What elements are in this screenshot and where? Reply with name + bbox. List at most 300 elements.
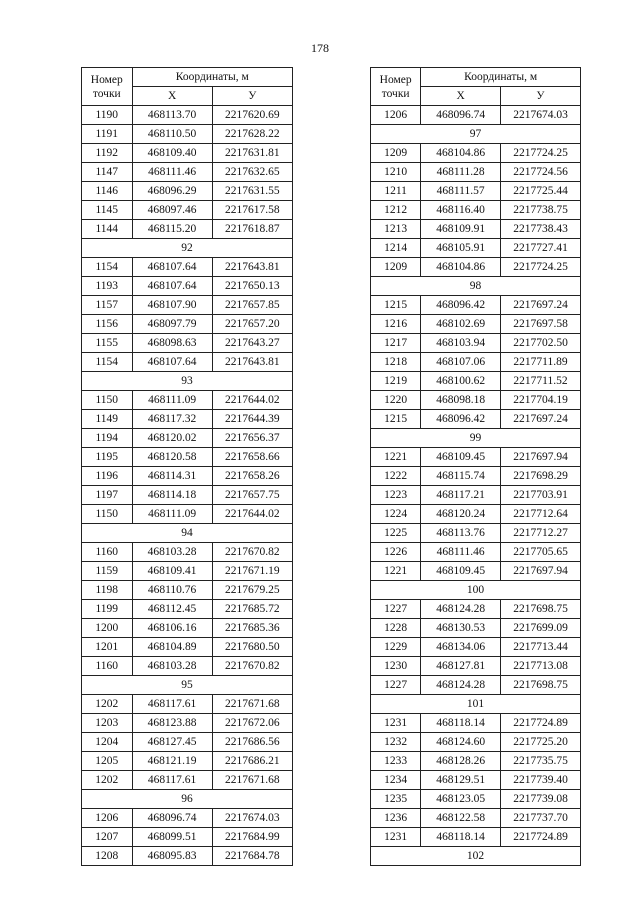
x-coordinate-cell: 468107.64 [132,258,212,277]
x-coordinate-cell: 468105.91 [421,239,501,258]
point-number-cell: 1191 [82,125,133,144]
table-row [82,334,293,353]
table-row [371,372,581,391]
y-coordinate-cell: 2217737.70 [501,809,581,828]
x-coordinate-cell: 468107.64 [132,277,212,296]
y-coordinate-cell: 2217724.56 [501,163,581,182]
x-coordinate-cell: 468104.86 [421,144,501,163]
group-row [82,676,293,695]
y-coordinate-cell: 2217670.82 [212,657,292,676]
y-coordinate-cell: 2217712.64 [501,505,581,524]
table-row [82,163,293,182]
point-number-cell: 1202 [82,771,133,790]
x-coordinate-cell: 468106.16 [132,619,212,638]
point-number-cell: 1200 [82,619,133,638]
group-number: 98 [371,277,581,296]
point-number-cell: 1209 [371,144,421,163]
y-coordinate-cell: 2217644.02 [212,505,292,524]
y-coordinate-cell: 2217738.43 [501,220,581,239]
point-number-cell: 1201 [82,638,133,657]
group-row [371,581,581,600]
header-x: X [132,87,212,106]
y-coordinate-cell: 2217713.44 [501,638,581,657]
point-number-cell: 1225 [371,524,421,543]
y-coordinate-cell: 2217658.26 [212,467,292,486]
table-row [371,448,581,467]
point-number-cell: 1146 [82,182,133,201]
table-row [82,182,293,201]
table-row [371,467,581,486]
x-coordinate-cell: 468099.51 [132,828,212,847]
y-coordinate-cell: 2217644.39 [212,410,292,429]
point-number-cell: 1223 [371,486,421,505]
y-coordinate-cell: 2217685.72 [212,600,292,619]
group-number: 101 [371,695,581,714]
y-coordinate-cell: 2217735.75 [501,752,581,771]
x-coordinate-cell: 468103.28 [132,657,212,676]
y-coordinate-cell: 2217724.89 [501,714,581,733]
header-coordinates: Координаты, м [421,68,581,87]
point-number-cell: 1208 [82,847,133,866]
y-coordinate-cell: 2217632.65 [212,163,292,182]
point-number-cell: 1230 [371,657,421,676]
y-coordinate-cell: 2217738.75 [501,201,581,220]
table-row [371,239,581,258]
table-row [371,600,581,619]
x-coordinate-cell: 468117.61 [132,771,212,790]
x-coordinate-cell: 468129.51 [421,771,501,790]
table-row [82,771,293,790]
point-number-cell: 1236 [371,809,421,828]
group-row [371,429,581,448]
group-number: 93 [82,372,293,391]
x-coordinate-cell: 468127.81 [421,657,501,676]
point-number-cell: 1203 [82,714,133,733]
point-number-cell: 1231 [371,714,421,733]
table-row [82,733,293,752]
group-number: 94 [82,524,293,543]
group-row [82,239,293,258]
x-coordinate-cell: 468120.58 [132,448,212,467]
point-number-cell: 1193 [82,277,133,296]
table-row [82,201,293,220]
x-coordinate-cell: 468115.74 [421,467,501,486]
y-coordinate-cell: 2217703.91 [501,486,581,505]
x-coordinate-cell: 468111.46 [132,163,212,182]
table-row [371,486,581,505]
table-row [82,220,293,239]
point-number-cell: 1212 [371,201,421,220]
y-coordinate-cell: 2217618.87 [212,220,292,239]
point-number-cell: 1199 [82,600,133,619]
group-row [82,372,293,391]
table-row [82,391,293,410]
header-point-number [82,68,133,106]
x-coordinate-cell: 468124.28 [421,600,501,619]
x-coordinate-cell: 468120.02 [132,429,212,448]
x-coordinate-cell: 468102.69 [421,315,501,334]
table-row [371,809,581,828]
x-coordinate-cell: 468097.46 [132,201,212,220]
x-coordinate-cell: 468097.79 [132,315,212,334]
x-coordinate-cell: 468096.29 [132,182,212,201]
point-number-cell: 1145 [82,201,133,220]
point-number-cell: 1211 [371,182,421,201]
x-coordinate-cell: 468113.70 [132,106,212,125]
header-point-number [371,68,421,106]
x-coordinate-cell: 468118.14 [421,828,501,847]
point-number-cell: 1150 [82,391,133,410]
point-number-cell: 1154 [82,353,133,372]
point-number-cell: 1195 [82,448,133,467]
table-row [371,752,581,771]
y-coordinate-cell: 2217697.58 [501,315,581,334]
x-coordinate-cell: 468111.28 [421,163,501,182]
y-coordinate-cell: 2217674.03 [212,809,292,828]
group-row [371,125,581,144]
y-coordinate-cell: 2217697.24 [501,410,581,429]
point-number-cell: 1215 [371,410,421,429]
point-number-cell: 1218 [371,353,421,372]
point-number-cell: 1155 [82,334,133,353]
point-number-cell: 1228 [371,619,421,638]
y-coordinate-cell: 2217725.20 [501,733,581,752]
table-row [82,448,293,467]
table-row [82,467,293,486]
x-coordinate-cell: 468096.42 [421,296,501,315]
table-row [82,410,293,429]
x-coordinate-cell: 468110.76 [132,581,212,600]
x-coordinate-cell: 468114.18 [132,486,212,505]
x-coordinate-cell: 468098.63 [132,334,212,353]
table-row [371,201,581,220]
group-row [371,277,581,296]
table-row [82,809,293,828]
table-row [371,505,581,524]
table-row [82,277,293,296]
point-number-cell: 1204 [82,733,133,752]
group-number: 102 [371,847,581,866]
y-coordinate-cell: 2217631.55 [212,182,292,201]
y-coordinate-cell: 2217671.68 [212,771,292,790]
header-point-number-line1: Номер [379,73,412,86]
table-row [82,429,293,448]
y-coordinate-cell: 2217617.58 [212,201,292,220]
group-number: 100 [371,581,581,600]
y-coordinate-cell: 2217724.89 [501,828,581,847]
y-coordinate-cell: 2217739.40 [501,771,581,790]
point-number-cell: 1217 [371,334,421,353]
y-coordinate-cell: 2217684.78 [212,847,292,866]
point-number-cell: 1222 [371,467,421,486]
coordinates-table-right [370,67,581,866]
header-coordinates: Координаты, м [132,68,292,87]
y-coordinate-cell: 2217686.56 [212,733,292,752]
point-number-cell: 1190 [82,106,133,125]
x-coordinate-cell: 468118.14 [421,714,501,733]
header-x: X [421,87,501,106]
x-coordinate-cell: 468117.21 [421,486,501,505]
y-coordinate-cell: 2217697.24 [501,296,581,315]
table-row [371,106,581,125]
point-number-cell: 1219 [371,372,421,391]
table-row [371,353,581,372]
table-row [371,391,581,410]
y-coordinate-cell: 2217685.36 [212,619,292,638]
x-coordinate-cell: 468096.74 [132,809,212,828]
y-coordinate-cell: 2217643.81 [212,353,292,372]
point-number-cell: 1157 [82,296,133,315]
y-coordinate-cell: 2217680.50 [212,638,292,657]
x-coordinate-cell: 468113.76 [421,524,501,543]
point-number-cell: 1231 [371,828,421,847]
table-row [371,828,581,847]
point-number-cell: 1226 [371,543,421,562]
y-coordinate-cell: 2217724.25 [501,144,581,163]
table-row [82,714,293,733]
point-number-cell: 1144 [82,220,133,239]
table-row [82,657,293,676]
table-row [371,733,581,752]
x-coordinate-cell: 468103.28 [132,543,212,562]
group-row [82,524,293,543]
y-coordinate-cell: 2217657.85 [212,296,292,315]
group-row [371,847,581,866]
x-coordinate-cell: 468115.20 [132,220,212,239]
point-number-cell: 1221 [371,448,421,467]
point-number-cell: 1210 [371,163,421,182]
y-coordinate-cell: 2217711.52 [501,372,581,391]
x-coordinate-cell: 468130.53 [421,619,501,638]
coordinates-table-left [81,67,293,866]
point-number-cell: 1197 [82,486,133,505]
y-coordinate-cell: 2217698.29 [501,467,581,486]
y-coordinate-cell: 2217672.06 [212,714,292,733]
table-row [82,600,293,619]
point-number-cell: 1232 [371,733,421,752]
table-row [371,258,581,277]
table-row [371,771,581,790]
x-coordinate-cell: 468109.45 [421,448,501,467]
x-coordinate-cell: 468104.89 [132,638,212,657]
table-row [82,847,293,866]
y-coordinate-cell: 2217705.65 [501,543,581,562]
point-number-cell: 1160 [82,543,133,562]
y-coordinate-cell: 2217631.81 [212,144,292,163]
y-coordinate-cell: 2217657.20 [212,315,292,334]
x-coordinate-cell: 468127.45 [132,733,212,752]
table-row [371,638,581,657]
table-body-left [82,106,293,866]
y-coordinate-cell: 2217698.75 [501,600,581,619]
table-row [371,144,581,163]
point-number-cell: 1227 [371,600,421,619]
point-number-cell: 1220 [371,391,421,410]
x-coordinate-cell: 468103.94 [421,334,501,353]
x-coordinate-cell: 468109.41 [132,562,212,581]
y-coordinate-cell: 2217674.03 [501,106,581,125]
point-number-cell: 1159 [82,562,133,581]
table-row [82,695,293,714]
point-number-cell: 1196 [82,467,133,486]
table-row [371,619,581,638]
point-number-cell: 1207 [82,828,133,847]
point-number-cell: 1194 [82,429,133,448]
y-coordinate-cell: 2217712.27 [501,524,581,543]
x-coordinate-cell: 468112.45 [132,600,212,619]
x-coordinate-cell: 468096.74 [421,106,501,125]
y-coordinate-cell: 2217671.19 [212,562,292,581]
group-number: 95 [82,676,293,695]
point-number-cell: 1213 [371,220,421,239]
y-coordinate-cell: 2217711.89 [501,353,581,372]
table-row [371,790,581,809]
point-number-cell: 1235 [371,790,421,809]
table-row [82,353,293,372]
y-coordinate-cell: 2217643.81 [212,258,292,277]
y-coordinate-cell: 2217620.69 [212,106,292,125]
y-coordinate-cell: 2217684.99 [212,828,292,847]
table-row [82,505,293,524]
point-number-cell: 1206 [371,106,421,125]
point-number-cell: 1198 [82,581,133,600]
y-coordinate-cell: 2217686.21 [212,752,292,771]
point-number-cell: 1234 [371,771,421,790]
y-coordinate-cell: 2217698.75 [501,676,581,695]
point-number-cell: 1214 [371,239,421,258]
x-coordinate-cell: 468117.61 [132,695,212,714]
table-row [82,638,293,657]
table-row [371,296,581,315]
y-coordinate-cell: 2217656.37 [212,429,292,448]
table-row [82,125,293,144]
point-number-cell: 1147 [82,163,133,182]
table-row [82,106,293,125]
point-number-cell: 1149 [82,410,133,429]
y-coordinate-cell: 2217725.44 [501,182,581,201]
y-coordinate-cell: 2217697.94 [501,448,581,467]
y-coordinate-cell: 2217702.50 [501,334,581,353]
group-number: 96 [82,790,293,809]
x-coordinate-cell: 468121.19 [132,752,212,771]
point-number-cell: 1202 [82,695,133,714]
group-row [371,695,581,714]
y-coordinate-cell: 2217697.94 [501,562,581,581]
table-row [82,315,293,334]
x-coordinate-cell: 468114.31 [132,467,212,486]
header-point-number-line2: точки [381,87,410,100]
x-coordinate-cell: 468095.83 [132,847,212,866]
x-coordinate-cell: 468117.32 [132,410,212,429]
table-row [82,144,293,163]
table-row [371,163,581,182]
point-number-cell: 1192 [82,144,133,163]
point-number-cell: 1150 [82,505,133,524]
y-coordinate-cell: 2217679.25 [212,581,292,600]
point-number-cell: 1233 [371,752,421,771]
header-point-number-line2: точки [92,87,121,100]
table-row [82,258,293,277]
table-row [82,828,293,847]
table-row [371,315,581,334]
x-coordinate-cell: 468100.62 [421,372,501,391]
x-coordinate-cell: 468111.09 [132,505,212,524]
table-row [82,752,293,771]
x-coordinate-cell: 468098.18 [421,391,501,410]
table-row [371,334,581,353]
table-body-right [371,106,581,866]
point-number-cell: 1205 [82,752,133,771]
x-coordinate-cell: 468107.90 [132,296,212,315]
x-coordinate-cell: 468111.46 [421,543,501,562]
header-y: У [501,87,581,106]
x-coordinate-cell: 468123.88 [132,714,212,733]
x-coordinate-cell: 468109.45 [421,562,501,581]
table-row [82,581,293,600]
y-coordinate-cell: 2217643.27 [212,334,292,353]
table-row [371,182,581,201]
table-row [82,296,293,315]
x-coordinate-cell: 468107.06 [421,353,501,372]
y-coordinate-cell: 2217727.41 [501,239,581,258]
x-coordinate-cell: 468109.40 [132,144,212,163]
point-number-cell: 1216 [371,315,421,334]
table-row [371,220,581,239]
x-coordinate-cell: 468109.91 [421,220,501,239]
point-number-cell: 1156 [82,315,133,334]
x-coordinate-cell: 468116.40 [421,201,501,220]
x-coordinate-cell: 468122.58 [421,809,501,828]
x-coordinate-cell: 468111.09 [132,391,212,410]
point-number-cell: 1154 [82,258,133,277]
point-number-cell: 1215 [371,296,421,315]
header-y: У [212,87,292,106]
table-row [82,619,293,638]
y-coordinate-cell: 2217704.19 [501,391,581,410]
y-coordinate-cell: 2217628.22 [212,125,292,144]
x-coordinate-cell: 468123.05 [421,790,501,809]
point-number-cell: 1229 [371,638,421,657]
point-number-cell: 1227 [371,676,421,695]
table-row [371,657,581,676]
y-coordinate-cell: 2217644.02 [212,391,292,410]
point-number-cell: 1221 [371,562,421,581]
table-row [371,524,581,543]
x-coordinate-cell: 468124.60 [421,733,501,752]
page-number: 178 [311,41,329,55]
point-number-cell: 1209 [371,258,421,277]
x-coordinate-cell: 468096.42 [421,410,501,429]
table-row [371,676,581,695]
y-coordinate-cell: 2217713.08 [501,657,581,676]
y-coordinate-cell: 2217658.66 [212,448,292,467]
y-coordinate-cell: 2217670.82 [212,543,292,562]
y-coordinate-cell: 2217657.75 [212,486,292,505]
x-coordinate-cell: 468110.50 [132,125,212,144]
x-coordinate-cell: 468134.06 [421,638,501,657]
y-coordinate-cell: 2217739.08 [501,790,581,809]
point-number-cell: 1224 [371,505,421,524]
x-coordinate-cell: 468107.64 [132,353,212,372]
table-row [371,410,581,429]
header-point-number-line1: Номер [90,73,123,86]
point-number-cell: 1206 [82,809,133,828]
y-coordinate-cell: 2217699.09 [501,619,581,638]
x-coordinate-cell: 468111.57 [421,182,501,201]
table-row [82,543,293,562]
x-coordinate-cell: 468124.28 [421,676,501,695]
y-coordinate-cell: 2217724.25 [501,258,581,277]
